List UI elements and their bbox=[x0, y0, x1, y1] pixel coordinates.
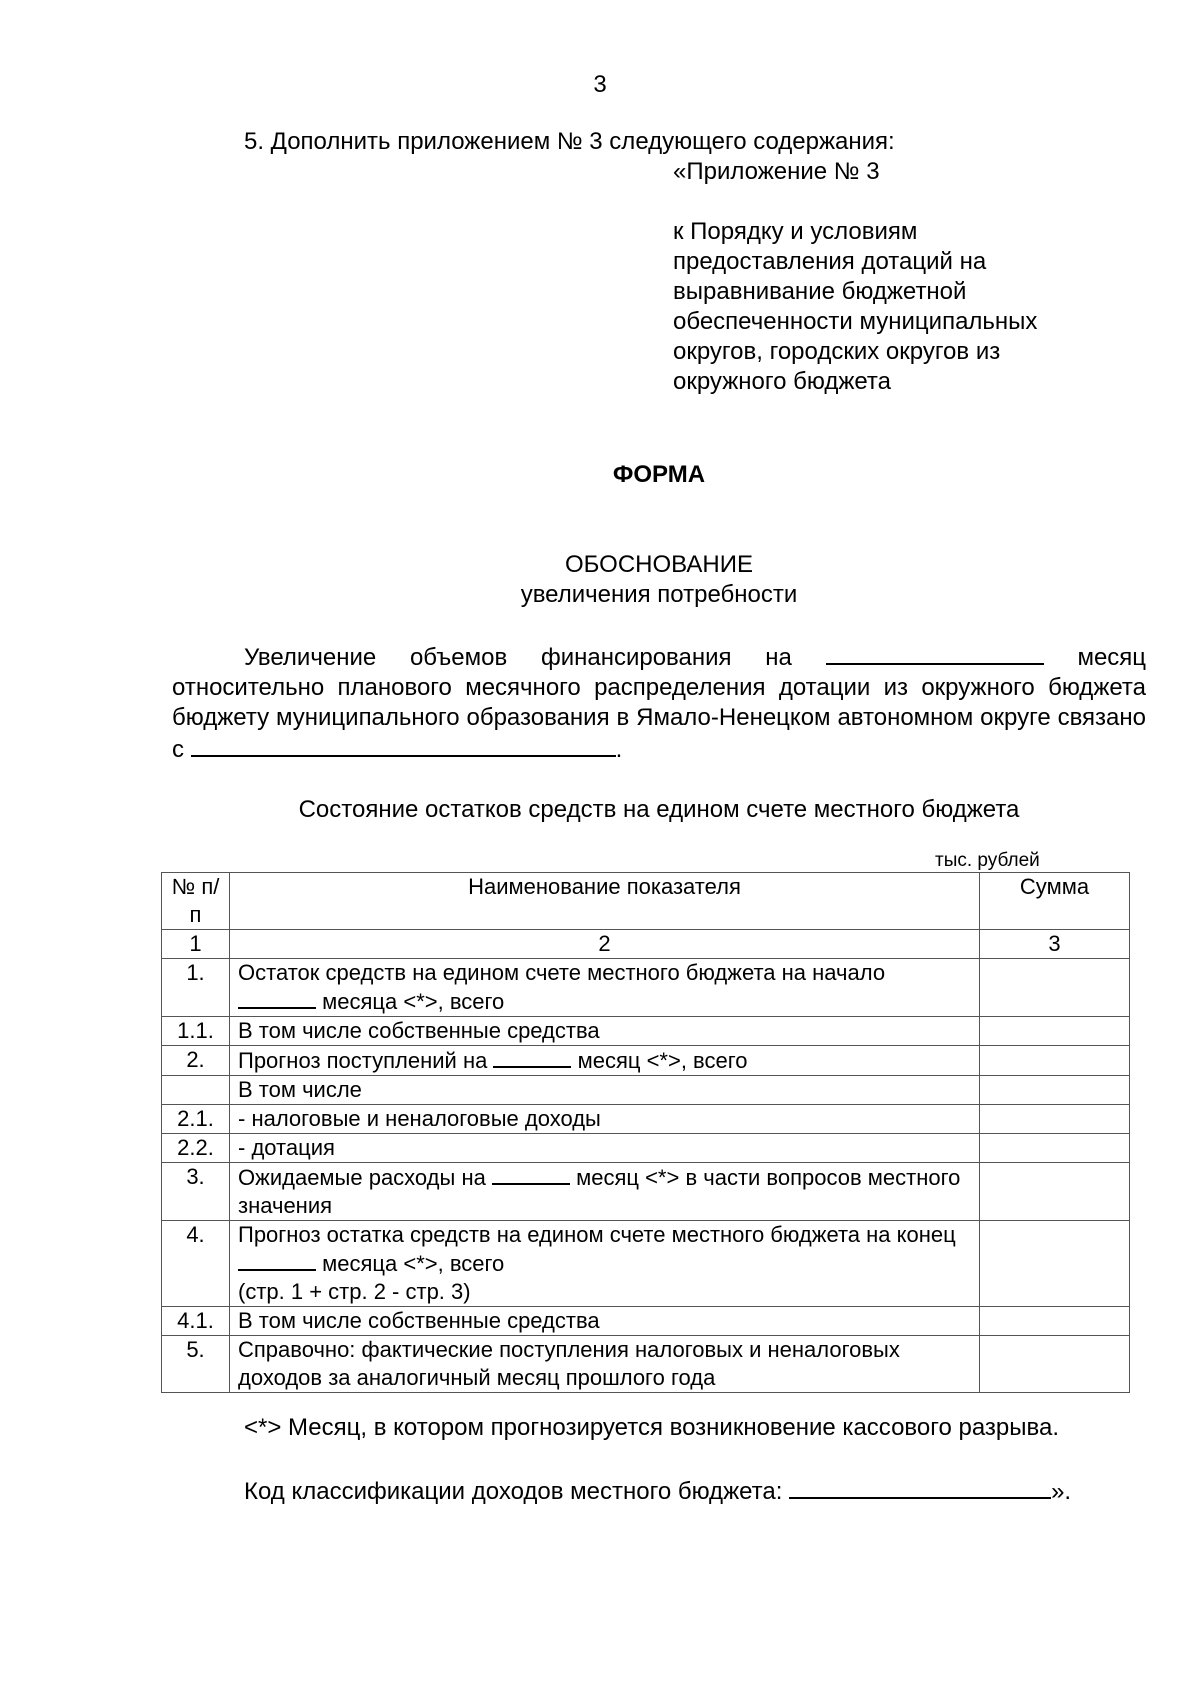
row-indicator: В том числе собственные средства bbox=[230, 1017, 980, 1046]
justification-paragraph bbox=[172, 641, 1146, 765]
month-blank-field[interactable] bbox=[238, 987, 316, 1009]
row-number: 2. bbox=[162, 1046, 230, 1076]
income-code-blank-field[interactable] bbox=[789, 1475, 1051, 1499]
table-row bbox=[162, 1076, 1130, 1105]
footnote: <*> Месяц, в котором прогнозируется возникновение кассового разрыва. bbox=[244, 1414, 1060, 1441]
row-indicator bbox=[230, 1163, 980, 1221]
row-number: 5. bbox=[162, 1336, 230, 1393]
month-blank-field[interactable] bbox=[826, 641, 1044, 665]
table-row bbox=[162, 1046, 1130, 1076]
row-text: Прогноз поступлений на bbox=[238, 1048, 488, 1073]
row-number: 2.2. bbox=[162, 1134, 230, 1163]
table-caption: Состояние остатков средств на едином счете местного бюджета bbox=[298, 796, 1020, 823]
column-number-2: 2 bbox=[230, 930, 980, 959]
row-sum-cell[interactable] bbox=[980, 1134, 1130, 1163]
row-sum-cell[interactable] bbox=[980, 1076, 1130, 1105]
row-text: месяц <*>, всего bbox=[577, 1048, 748, 1073]
form-label: ФОРМА bbox=[612, 461, 706, 488]
row-indicator: - дотация bbox=[230, 1134, 980, 1163]
row-number: 1. bbox=[162, 959, 230, 1017]
table-row bbox=[162, 1163, 1130, 1221]
annex-subtitle-line: выравнивание бюджетной bbox=[673, 278, 967, 305]
annex-subtitle-line: округов, городских округов из bbox=[673, 338, 1001, 365]
row-sum-cell[interactable] bbox=[980, 959, 1130, 1017]
row-formula: (стр. 1 + стр. 2 - стр. 3) bbox=[238, 1279, 471, 1304]
row-number: 3. bbox=[162, 1163, 230, 1221]
row-sum-cell[interactable] bbox=[980, 1336, 1130, 1393]
table-row bbox=[162, 1134, 1130, 1163]
reason-blank-field[interactable] bbox=[191, 733, 616, 757]
row-indicator bbox=[230, 1221, 980, 1307]
annex-subtitle-line: окружного бюджета bbox=[673, 368, 891, 395]
row-text: месяц <*> в части вопросов местного значения bbox=[238, 1165, 961, 1218]
income-code-end: ». bbox=[1051, 1478, 1072, 1505]
row-sum-cell[interactable] bbox=[980, 1017, 1130, 1046]
row-indicator: Справочно: фактические поступления налоговых и неналоговых доходов за аналогичный месяц прошлого года bbox=[230, 1336, 980, 1393]
paragraph-part-2: месяц относительно планового месячного распределения дотации из окружного бюджета бюджету муниципального образования в Ямало-Ненецком автономном округе связано с bbox=[172, 644, 1147, 763]
row-sum-cell[interactable] bbox=[980, 1105, 1130, 1134]
income-code-label: Код классификации доходов местного бюджета: bbox=[244, 1478, 783, 1505]
units-label: тыс. рублей bbox=[935, 850, 1040, 871]
row-sum-cell[interactable] bbox=[980, 1307, 1130, 1336]
table-row bbox=[162, 959, 1130, 1017]
row-sum-cell[interactable] bbox=[980, 1221, 1130, 1307]
annex-subtitle-line: к Порядку и условиям bbox=[673, 218, 918, 245]
table-header-row bbox=[162, 873, 1130, 930]
page-number: 3 bbox=[593, 71, 607, 98]
row-indicator: В том числе собственные средства bbox=[230, 1307, 980, 1336]
annex-subtitle-line: предоставления дотаций на bbox=[673, 248, 987, 275]
annex-subtitle bbox=[673, 217, 1133, 397]
month-blank-field[interactable] bbox=[493, 1046, 571, 1068]
table-column-numbers-row bbox=[162, 930, 1130, 959]
row-indicator: В том числе bbox=[230, 1076, 980, 1105]
paragraph-end: . bbox=[615, 736, 623, 763]
header-number: № п/п bbox=[162, 873, 230, 930]
row-text: месяца <*>, всего bbox=[322, 989, 505, 1014]
table-row bbox=[162, 1105, 1130, 1134]
row-text: месяца <*>, всего bbox=[322, 1251, 505, 1276]
column-number-3: 3 bbox=[980, 930, 1130, 959]
row-sum-cell[interactable] bbox=[980, 1163, 1130, 1221]
row-sum-cell[interactable] bbox=[980, 1046, 1130, 1076]
row-number: 4. bbox=[162, 1221, 230, 1307]
month-blank-field[interactable] bbox=[238, 1249, 316, 1271]
paragraph-part-1: Увеличение объемов финансирования на bbox=[244, 644, 792, 671]
row-indicator: - налоговые и неналоговые доходы bbox=[230, 1105, 980, 1134]
table-row bbox=[162, 1221, 1130, 1307]
row-number bbox=[162, 1076, 230, 1105]
row-indicator bbox=[230, 959, 980, 1017]
table-row bbox=[162, 1336, 1130, 1393]
annex-title: «Приложение № 3 bbox=[673, 158, 880, 185]
document-subheading: увеличения потребности bbox=[520, 581, 798, 608]
amendment-item-5: 5. Дополнить приложением № 3 следующего содержания: bbox=[244, 128, 895, 155]
row-number: 1.1. bbox=[162, 1017, 230, 1046]
header-indicator: Наименование показателя bbox=[230, 873, 980, 930]
table-row bbox=[162, 1307, 1130, 1336]
row-number: 2.1. bbox=[162, 1105, 230, 1134]
balances-table bbox=[161, 872, 1130, 1393]
annex-subtitle-line: обеспеченности муниципальных bbox=[673, 308, 1038, 335]
row-indicator bbox=[230, 1046, 980, 1076]
column-number-1: 1 bbox=[162, 930, 230, 959]
table-row bbox=[162, 1017, 1130, 1046]
month-blank-field[interactable] bbox=[492, 1163, 570, 1185]
income-code-line bbox=[244, 1475, 1071, 1507]
row-text: Ожидаемые расходы на bbox=[238, 1165, 486, 1190]
row-text: Прогноз остатка средств на едином счете местного бюджета на конец bbox=[238, 1222, 956, 1247]
row-number: 4.1. bbox=[162, 1307, 230, 1336]
header-sum: Сумма bbox=[980, 873, 1130, 930]
row-text: Остаток средств на едином счете местного бюджета на начало bbox=[238, 960, 886, 985]
document-heading: ОБОСНОВАНИЕ bbox=[565, 551, 753, 578]
